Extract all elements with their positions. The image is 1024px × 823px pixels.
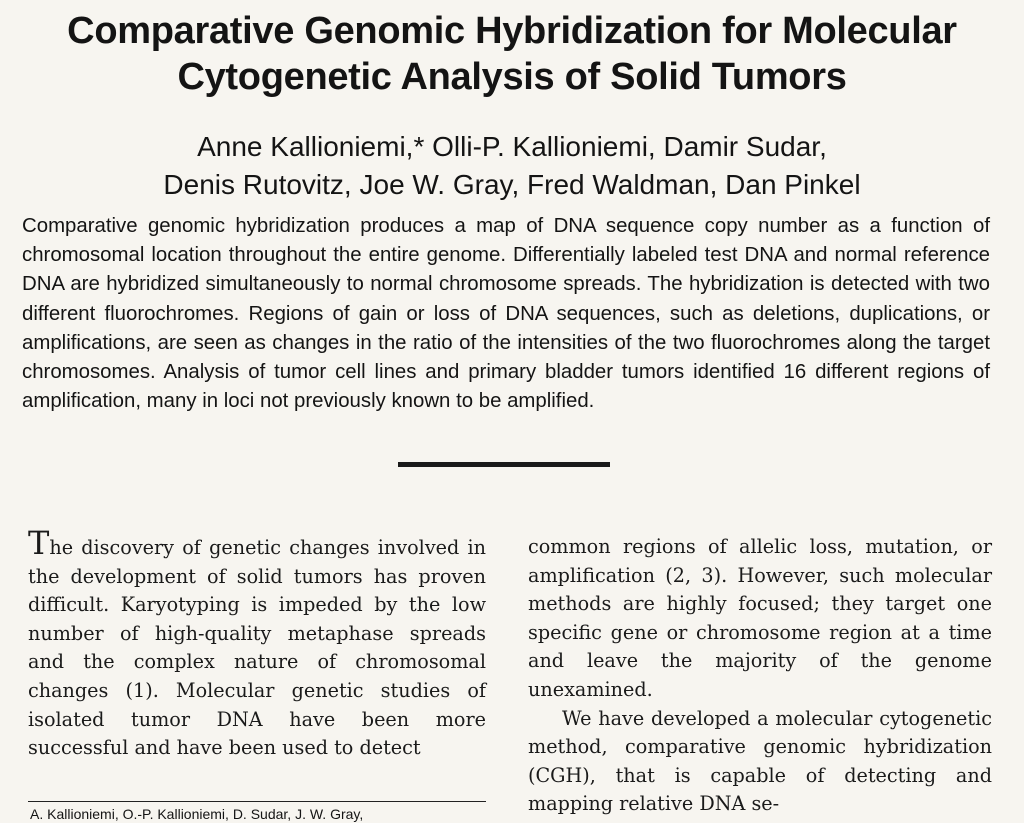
body-column-right: [528, 533, 992, 819]
authors-line-1: Anne Kallioniemi,* Olli-P. Kallioniemi, Damir Sudar,: [197, 131, 827, 162]
footnote-divider: [28, 801, 486, 802]
author-list: [0, 128, 1024, 204]
title-line-1: Comparative Genomic Hybridization for Molecular: [67, 10, 957, 52]
affiliation-footnote: A. Kallioniemi, O.-P. Kallioniemi, D. Sudar, J. W. Gray,: [30, 806, 364, 822]
article-title: [0, 8, 1024, 100]
section-divider: [398, 462, 610, 467]
intro-paragraph: [28, 524, 486, 763]
drop-cap: T: [28, 524, 50, 562]
intro-text: he discovery of genetic changes involved in the development of solid tumors has proven difficult. Karyotyping is impeded by the low number of high-quality metaphase spreads and the complex nature of chromosomal changes (1). Molecular genetic studies of isolated tumor DNA have been more successful and have been used to detect: [28, 536, 486, 760]
abstract: Comparative genomic hybridization produces a map of DNA sequence copy number as a function of chromosomal location throughout the entire genome. Differentially labeled test DNA and normal reference DNA are hybridized simultaneously to normal chromosome spreads. The hybridization is detected with two different fluorochromes. Regions of gain or loss of DNA sequences, such as deletions, duplications, or amplifications, are seen as changes in the ratio of the intensities of the two fluorochromes along the target chromosomes. Analysis of tumor cell lines and primary bladder tumors identified 16 different regions of amplification, many in loci not previously known to be amplified.: [22, 215, 990, 413]
body-paragraph-2: We have developed a molecular cytogenetic method, comparative genomic hybridization (CGH), that is capable of detecting and mapping relative DNA se-: [528, 706, 992, 816]
title-line-2: Cytogenetic Analysis of Solid Tumors: [177, 56, 847, 98]
body-column-left: [28, 524, 486, 763]
body-paragraph-1: common regions of allelic loss, mutation, or amplification (2, 3). However, such molecular methods are highly focused; they target one specific gene or chromosome region at a time and leave the majority of the genome unexamined.: [528, 535, 992, 701]
authors-line-2: Denis Rutovitz, Joe W. Gray, Fred Waldman, Dan Pinkel: [163, 169, 861, 200]
